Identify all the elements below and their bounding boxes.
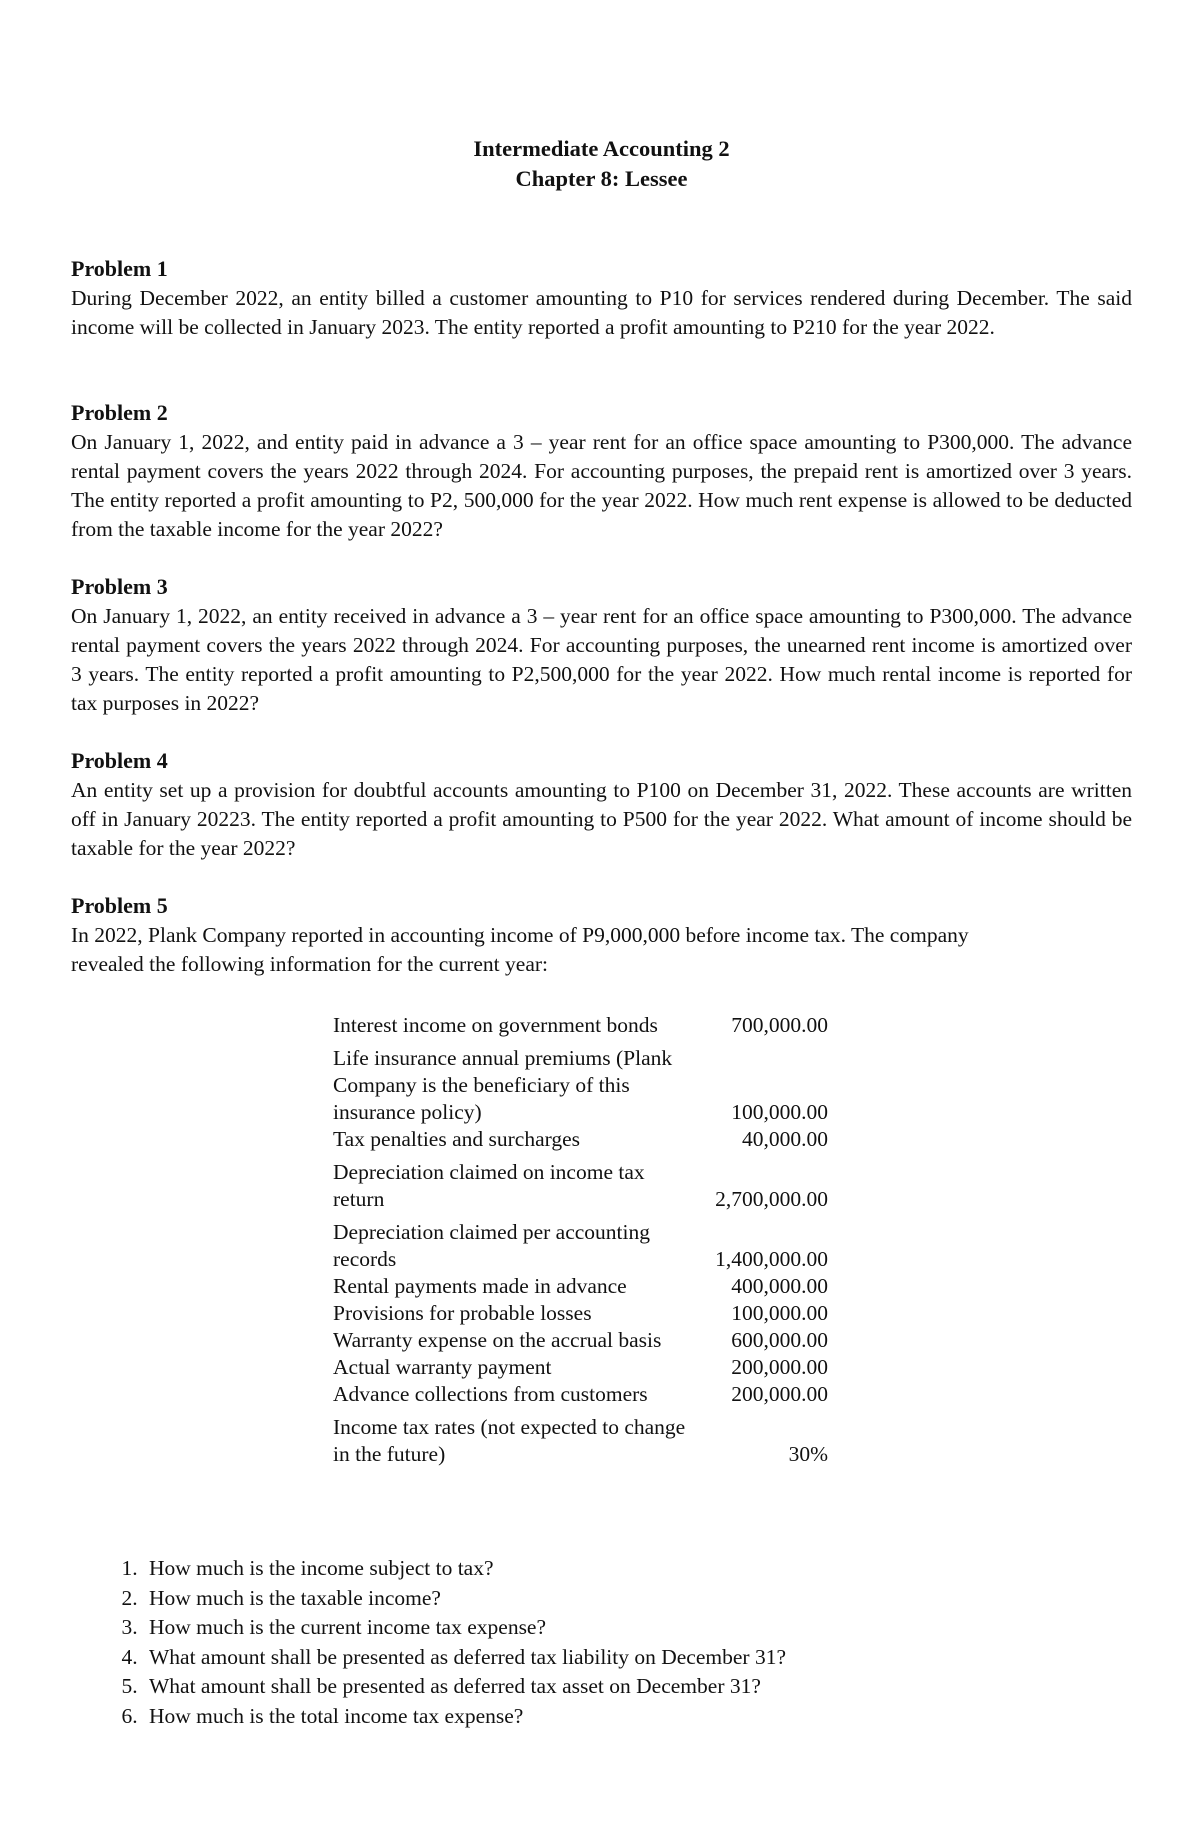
problem-2 xyxy=(71,398,1132,544)
row-label: Depreciation claimed per accounting records xyxy=(333,1220,650,1271)
row-label: Advance collections from customers xyxy=(333,1382,648,1406)
table-row xyxy=(333,1327,828,1354)
problem-title: Problem 1 xyxy=(71,256,168,281)
document-title: Intermediate Accounting 2 xyxy=(473,136,730,161)
list-item: 4. What amount shall be presented as deferred tax liability on December 31? xyxy=(143,1643,786,1673)
row-value: 100,000.00 xyxy=(731,1100,828,1124)
problem-title: Problem 2 xyxy=(71,400,168,425)
row-value: 30% xyxy=(788,1442,828,1466)
row-label: Depreciation claimed on income tax return xyxy=(333,1160,645,1211)
row-label: Warranty expense on the accrual basis xyxy=(333,1328,662,1352)
row-label: Tax penalties and surcharges xyxy=(333,1127,581,1151)
list-item: 6. How much is the total income tax expense? xyxy=(143,1702,786,1732)
row-value: 2,700,000.00 xyxy=(715,1187,828,1211)
table-row xyxy=(333,1213,828,1273)
row-value: 100,000.00 xyxy=(731,1301,828,1325)
table-row xyxy=(333,1273,828,1300)
row-label: Rental payments made in advance xyxy=(333,1274,627,1298)
row-value: 200,000.00 xyxy=(731,1355,828,1379)
question-list xyxy=(103,1554,786,1731)
table-row xyxy=(333,1300,828,1327)
problem-title: Problem 5 xyxy=(71,893,168,918)
row-value: 400,000.00 xyxy=(731,1274,828,1298)
problem-text: In 2022, Plank Company reported in accounting income of P9,000,000 before income tax. The company revealed the following information for the current year: xyxy=(71,923,969,976)
row-label: Interest income on government bonds xyxy=(333,1013,658,1037)
table-row xyxy=(333,1354,828,1381)
row-value: 600,000.00 xyxy=(731,1328,828,1352)
problem-1 xyxy=(71,254,1132,342)
document-subtitle: Chapter 8: Lessee xyxy=(515,166,688,191)
row-label: Life insurance annual premiums (Plank Company is the beneficiary of this insurance policy) xyxy=(333,1046,673,1124)
row-value: 200,000.00 xyxy=(731,1382,828,1406)
row-label: Actual warranty payment xyxy=(333,1355,552,1379)
list-item: 2. How much is the taxable income? xyxy=(143,1584,786,1614)
row-value: 1,400,000.00 xyxy=(715,1247,828,1271)
problem-4 xyxy=(71,746,1132,863)
table-row xyxy=(333,1126,828,1153)
table-row xyxy=(333,1153,828,1213)
problem-3 xyxy=(71,572,1132,718)
table-row xyxy=(333,1039,828,1126)
problem-text: On January 1, 2022, and entity paid in advance a 3 – year rent for an office space amounting to P300,000. The advance rental payment covers the years 2022 through 2024. For accounting purposes, the prepaid rent is amortized over 3 years. The entity reported a profit amounting to P2, 500,000 for the year 2022. How much rent expense is allowed to be deducted from the taxable income for the year 2022? xyxy=(71,430,1132,541)
list-item: 3. How much is the current income tax expense? xyxy=(143,1613,786,1643)
row-value: 700,000.00 xyxy=(731,1013,828,1037)
document-header xyxy=(71,134,1132,194)
problem-5 xyxy=(71,891,1132,979)
problem-text: An entity set up a provision for doubtful accounts amounting to P100 on December 31, 2022. These accounts are written off in January 20223. The entity reported a profit amounting to P500 for the year 2022. What amount of income should be taxable for the year 2022? xyxy=(71,778,1132,860)
table-row xyxy=(333,1408,828,1468)
info-table xyxy=(333,1012,828,1468)
list-item: 5. What amount shall be presented as deferred tax asset on December 31? xyxy=(143,1672,786,1702)
table-row xyxy=(333,1381,828,1408)
row-value: 40,000.00 xyxy=(742,1127,828,1151)
problem-text: On January 1, 2022, an entity received in advance a 3 – year rent for an office space amounting to P300,000. The advance rental payment covers the years 2022 through 2024. For accounting purposes, the unearned rent income is amortized over 3 years. The entity reported a profit amounting to P2,500,000 for the year 2022. How much rental income is reported for tax purposes in 2022? xyxy=(71,604,1132,715)
problem-title: Problem 3 xyxy=(71,574,168,599)
row-label: Income tax rates (not expected to change in the future) xyxy=(333,1415,686,1466)
table-row xyxy=(333,1012,828,1039)
list-item: 1. How much is the income subject to tax? xyxy=(143,1554,786,1584)
row-label: Provisions for probable losses xyxy=(333,1301,592,1325)
problem-text: During December 2022, an entity billed a customer amounting to P10 for services rendered during December. The said income will be collected in January 2023. The entity reported a profit amounting to P210 for the year 2022. xyxy=(71,286,1132,339)
problem-title: Problem 4 xyxy=(71,748,168,773)
